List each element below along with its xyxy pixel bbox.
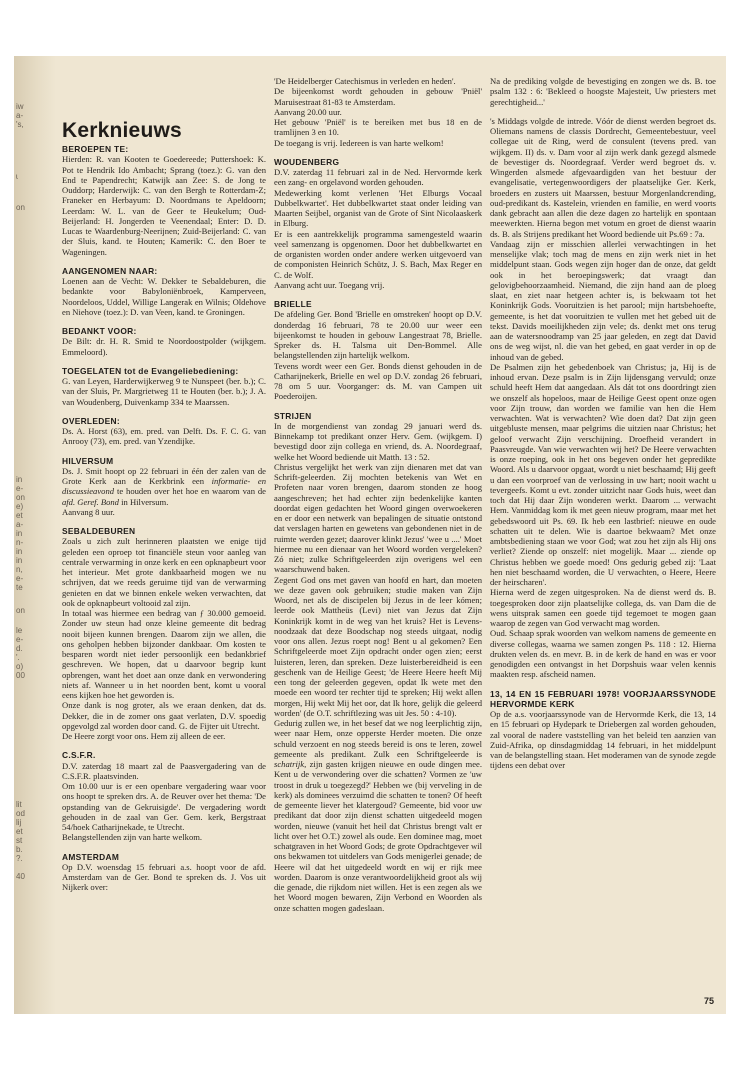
margin-fragment: n- bbox=[16, 538, 24, 547]
text-beroepen-te: Hierden: R. van Kooten te Goedereede; Puttershoek: K. Pot te Hendrik Ido Ambacht; Sprang (toez.): G. van den End te Papendrecht; Katwijk aan Zee: S. de Jong te Ouddorp; Harderwijk: C. van den Bergh te Rotterdam-Z; Franeker en Herbayum: D. Noordmans te Apeldoorn; Leerdam: W. L. van de Geer te Heukelum; Oud-Beijerland: H. Jongerden te Veenendaal; Enter: D. D. Lucas te Waardenburg-Neerijnen; Zuid-Beijerland: C. van der Sluis, kand. te Houten; Kamerik: C. den Boer te Wageningen. bbox=[62, 154, 266, 257]
text-strijen-2: Christus vergelijkt het werk van zijn dienaren met dat van Schrift-geleerden. Zij mochten betekenis van Wet en Profeten naar voren brengen, daarom stonden ze hoog aangeschreven; het had echter zijn bedenkelijke kanten doordat eigen gedachten het Woord gingen overwoekeren en er door een netwerk van bepalingen de situatie ontstond dat verslagen harten en gewetens van gebondenen niet in de ruimte werden gezet; daarover klinkt Jezus' 'wee u ....' Moet hiermee nu een dienaar van het Woord worden vergeleken? Zó niet; zulke Schriftgeleerden zijn overigens wel een waarschuwend baken. bbox=[274, 461, 482, 575]
text-hilversum: Ds. J. Smit hoopt op 22 februari in één der zalen van de Grote Kerk aan de Kerkbrink een informatie- en discussieavond te houden over het hoe en waarom van de afd. Geref. Bond in Hilversum. bbox=[62, 465, 266, 507]
text-strijen-5: Na de prediking volgde de bevestiging en zongen we ds. B. toe psalm 132 : 6: 'Bekleed o hoogste Majesteit, Uw priesters met gerechtigheid...' bbox=[490, 76, 716, 107]
margin-fragment: 00 bbox=[16, 671, 25, 680]
text-sebaldeburen-1: Zoals u zich zult herinneren plaatsten we enige tijd geleden een oproep tot financiële steun voor aanleg van centrale verwarming in onze kerk en een opknapbeurt voor het interieur. Met grote dankbaarheid mogen we nu schrijven, dat we reeds geruime tijd van de verwarming genieten en dat we binnen enkele weken verwachten, dat ook de opknapbeurt voltooid zal zijn. bbox=[62, 536, 266, 608]
margin-fragment: e- bbox=[16, 484, 24, 493]
heading-bedankt-voor: BEDANKT VOOR: bbox=[62, 326, 137, 336]
text-aangenomen-naar: Loenen aan de Vecht: W. Dekker te Sebaldeburen, die bedankte voor Babyloniënbroek, Kamperveen, Noordeloos, Uddel, Willige Langerak en Wilnis; Oldehove en Niehove (toez.): D. van Veen, kand. te Groningen. bbox=[62, 276, 266, 317]
text-strijen-9: Hierna werd de zegen uitgesproken. Na de dienst werd ds. B. toegesproken door zijn plaatselijke collega, ds. van Dam die de wens uitsprak samen een goede tijd tegemoet te mogen gaan waarop de zegen van God verwacht mag worden. bbox=[490, 587, 716, 628]
text-brielle-2: Tevens wordt weer een Ger. Bonds dienst gehouden in de Catharijnekerk, Brielle en wel op D.V. zondag 26 februari, 78 om 5 uur. Voorganger: ds. M. van Campen uit Poederoijen. bbox=[274, 360, 482, 402]
text-sebaldeburen-3: Onze dank is nog groter, als we eraan denken, dat ds. Dekker, die in de zomer ons gaat verlaten, D.V. spoedig opgevolgd zal worden door cand. G. de Fijter uit Utrecht. bbox=[62, 700, 266, 731]
text-strijen-3: Zegent God ons met gaven van hoofd en hart, dan moeten we deze gaven ook gebruiken; studie maken van Zijn Woord, net als de discipelen bij Jezus in de leer kómen; leerde ook Mattheüs (Levi) niet van Jezus dat Zijn Koninkrijk komt in de weg van het kruis? Het is Levens-noodzaak dat deze Boodschap nog steeds uitgaat, nodig voor ons allen. Jezus roept nog! Bent u al gekomen? Een Schriftgeleerde moet Zijn opdracht onder ogen zien; eerst luisteren, leren, dan spreken. Deze luisterbereidheid is een geschenk van de Heilige Geest; 'de Heere Heere heeft Mij een tong der geleerden gegeven, opdat Ik wete met den moede een woord ter rechter tijd te spreken; Hij wekt allen morgen, Hij wekt Mij het oor, dat Ik hore, gelijk die geleerd worden' (de O.T. schriftlezing was uit Jes. 50 : 4-10). bbox=[274, 574, 482, 718]
margin-fragment: 's, bbox=[16, 120, 24, 129]
text-overleden: Ds. A. Horst (63), em. pred. van Delft. Ds. F. C. G. van Anrooy (73), em. pred. van Yzendijke. bbox=[62, 426, 266, 447]
text-toegelaten: G. van Leyen, Harderwijkerweg 9 te Nunspeet (ber. b.); C. van der Sluis, Pr. Margrietweg 11 te Houten (ber. b.); J. A. van Woudenberg, Duivenkamp 334 te Maarssen. bbox=[62, 376, 266, 407]
margin-fragment: on bbox=[16, 493, 25, 502]
margin-fragment: 40 bbox=[16, 872, 25, 881]
heading-woudenberg: WOUDENBERG bbox=[274, 156, 340, 167]
heading-overleden: OVERLEDEN: bbox=[62, 415, 120, 426]
text-amsterdam-2: 'De Heidelberger Catechismus in verleden en heden'. bbox=[274, 76, 456, 86]
margin-fragment: n, bbox=[16, 565, 23, 574]
heading-toegelaten: TOEGELATEN tot de Evangeliebediening: bbox=[62, 365, 239, 376]
margin-fragment: in bbox=[16, 547, 23, 556]
text-hilversum-time: Aanvang 8 uur. bbox=[62, 506, 115, 517]
text-strijen-1: In de morgendienst van zondag 29 januari werd ds. Binnekamp tot predikant onzer Herv. Gem. (wijkgem. I) bevestigd door zijn collega en vriend, ds. A. Noordegraaf, welke het Woord bediende uit Matth. 13 : 52. bbox=[274, 420, 482, 462]
margin-fragment: b. bbox=[16, 845, 23, 854]
margin-fragment: in bbox=[16, 556, 23, 565]
page-number: 75 bbox=[703, 996, 714, 1006]
magazine-page bbox=[14, 56, 726, 1014]
column-3 bbox=[490, 76, 716, 1006]
margin-fragment: lit bbox=[16, 800, 22, 809]
heading-sebaldeburen: SEBALDEBUREN bbox=[62, 526, 136, 536]
text-synode-1: Op de a.s. voorjaarssynode van de Hervormde Kerk, die 13, 14 en 15 februari op Hydepark te Driebergen zal worden gehouden, zal vooral de nadere vaststelling van het beleid ten aanzien van Zuid-Afrika, op dinsdagmiddag 14 februari, in het middelpunt van de belangstelling staan. Het moderamen van de synode zegde tijdens een debat over bbox=[490, 709, 716, 771]
heading-beroepen-te: BEROEPEN TE: bbox=[62, 144, 129, 154]
column-1 bbox=[62, 76, 266, 1006]
text-sebaldeburen-4: De Heere zorgt voor ons. Hem zij alleen de eer. bbox=[62, 731, 226, 741]
margin-fragment: d. bbox=[16, 644, 23, 653]
margin-fragment: te bbox=[16, 583, 23, 592]
margin-fragment: od bbox=[16, 809, 25, 818]
text-amsterdam-4: Aanvang 20.00 uur. bbox=[274, 106, 342, 117]
text-bedankt-voor: De Bilt: dr. H. R. Smid te Noordoostpolder (wijkgem. Emmeloord). bbox=[62, 336, 266, 357]
margin-fragment: le bbox=[16, 626, 23, 635]
text-csfr-1: D.V. zaterdag 18 maart zal de Paasvergadering van de C.S.F.R. plaatsvinden. bbox=[62, 760, 266, 781]
text-woudenberg-2: Medewerking komt verlenen 'Het Elburgs Vocaal Dubbelkwartet'. Het dubbelkwartet staat onder leiding van Maarten Seijbel, organist van de Grote of Sint Nicolaaskerk in Elburg. bbox=[274, 187, 482, 229]
text-amsterdam-3: De bijeenkomst wordt gehouden in gebouw 'Pniël' Maruisestraat 81-83 te Amsterdam. bbox=[274, 86, 482, 107]
text-strijen-8: De Psalmen zijn het gebedenboek van Christus; ja, Hij is de inhoud ervan. Deze psalm is in Zijn lijdensgang vervuld; onze schuld heeft Hem dat aangedaan. Als dát tot ons doordringt zien we onszelf als hopeloos, maar de Heilige Geest opent onze ogen voor Zijn trouw, dan worden we familie van hen die Hem verwachten. Wat is verwachten? Wie doen dat? Dat zijn geen uitgebluste mensen, maar pelgrims die uitzien naar Christus; het geloof verwacht Zijn verschijning. Droefheid verandert in Paasvreugde. Van wie verwachten wij het? De Heere verwachten is onze roeping, ook in het ons begeven onder het gepredikte Woord. Als u daarvoor opgaat, wordt u niet beschaamd; Hij geeft u dan een voorproef van de verlossing in uw hart; nooit wacht u tevergeefs. Komt u evt. zonder uitzicht naar Gods huis, weet dan toch dat Hij daar Zijn wonderen werkt. Daarom ... verwacht Hem. Vanmiddag kom ik met geen nieuw program, maar met het gebedswoord uit Ps. 69. Ik heb een lastbrief: nieuwe en oude schatten uit te delen. Wie is daartoe bekwaam? Met onze ambtsbediening staan we voor God; wat zou het zijn als Hij ons verliet? Ziende op onszelf: niet mogelijk. Maar ... ziende op Christus hebben we goede moed! Ons gedurig gebed zij: 'Laat hen niet beschaamd worden, die U verwachten, o Heere, Heere der heirscharen'. bbox=[490, 361, 716, 587]
margin-fragment: e) bbox=[16, 502, 24, 511]
column-2 bbox=[274, 76, 482, 1006]
margin-fragment: e- bbox=[16, 574, 24, 583]
heading-csfr: C.S.F.R. bbox=[62, 750, 96, 761]
margin-fragment: ɩ bbox=[16, 172, 18, 181]
text-strijen-10: Oud. Schaap sprak woorden van welkom namens de gemeente en diverse collegas, waarna we samen zongen Ps. 118 : 12. Hierna drukten velen ds. en mevr. B. in de kerk de hand en was er voor genodigden een ontvangst in het Dorpshuis waar velen kennis maakten resp. afscheid namen. bbox=[490, 628, 716, 680]
heading-brielle: BRIELLE bbox=[274, 299, 312, 309]
text-amsterdam-6: De toegang is vrij. Iedereen is van harte welkom! bbox=[274, 137, 444, 148]
text-csfr-3: Belangstellenden zijn van harte welkom. bbox=[62, 832, 203, 843]
text-amsterdam-1: Op D.V. woensdag 15 februari a.s. hoopt voor de afd. Amsterdam van de Ger. Bond te spreken ds. J. Vos uit Nijkerk over: bbox=[62, 861, 266, 893]
margin-fragment: a- bbox=[16, 111, 24, 120]
margin-fragment: on bbox=[16, 203, 25, 212]
text-amsterdam-5: Het gebouw 'Pniël' is te bereiken met bus 18 en de tramlijnen 3 en 10. bbox=[274, 117, 482, 138]
left-margin-previous-page bbox=[14, 56, 56, 1014]
margin-fragment: in bbox=[16, 529, 23, 538]
text-woudenberg-4: Aanvang acht uur. Toegang vrij. bbox=[274, 279, 385, 290]
text-sebaldeburen-2: In totaal was hiermee een bedrag van ƒ 30.000 gemoeid. Zonder uw steun had onze kleine gemeente dit bedrag nooit bijeen kunnen brengen. Daarom zijn we allen, die ons geholpen hebben bijzonder dankbaar. Om kosten te besparen wordt niet ieder persoonlijk een bedankbrief geschreven. We hopen, dat u daarvoor begrip kunt opbrengen, want het doet aan onze dank en verwondering niets af. Wanneer u in het noorden bent, komt u vooral eens kijken hoe het geworden is. bbox=[62, 608, 266, 700]
text-strijen-6: 's Middags volgde de intrede. Vóór de dienst werden begroet ds. Oliemans namens de classis Dordrecht, Gemeentebestuur, veel collegae uit de Ring, werd de consulent (tevens pred. van wijkgem. II) ds. v. Dam voor al zijn werk dank gezegd alsmede de bevestiger ds. Noordegraaf. Verder werd begroet ds. v. Wingerden alsmede afgevaardigden van het bestuur der evangelisatie, vertegenwoordigers der plaatselijke Ger. Kerk, broeders en zusters uit Maarssen, bestuur Morgenlandcrending, oud-predikant ds. Kastelein, vrienden en familie, en werd voorts dank gebracht aan allen die deze dagen zo hartelijk en spontaan meewerkten. Hierna begon met votum en groet de dienst waarin ds. B. als Strijens predikant het Woord bediende uit Ps.69 : 7a. bbox=[490, 115, 716, 239]
margin-fragment: e- bbox=[16, 635, 24, 644]
page-title: Kerknieuws bbox=[62, 119, 182, 142]
text-brielle-1: De afdeling Ger. Bond 'Brielle en omstreken' hoopt op D.V. donderdag 16 februari, 78 te 20.00 uur weer een bijeenkomst te houden in gebouw Langestraat 78, Brielle. Spreker ds. H. Talsma uit Den-Bommel. Alle belangstellenden zijn hartelijk welkom. bbox=[274, 309, 482, 361]
text-woudenberg-3: Er is een aantrekkelijk programma samengesteld waarin veel samenzang is opgenomen. Door het dubbelkwartet en de organisten worden onder andere werken uitgevoerd van de componisten Heinrich Schütz, J. S. Bach, Max Reger en C. de Wolf. bbox=[274, 228, 482, 280]
margin-fragment: iw bbox=[16, 102, 24, 111]
margin-fragment: st bbox=[16, 836, 23, 845]
heading-amsterdam: AMSTERDAM bbox=[62, 851, 120, 862]
margin-fragment: et bbox=[16, 511, 23, 520]
heading-synode: 13, 14 EN 15 FEBRUARI 1978! VOORJAARSSYNODE HERVORMDE KERK bbox=[490, 688, 716, 709]
margin-fragment: lij bbox=[16, 818, 22, 827]
margin-fragment: o) bbox=[16, 662, 24, 671]
margin-fragment: a- bbox=[16, 520, 24, 529]
text-strijen-7: Vandaag zijn er misschien allerlei verwachtingen in het menselijke vlak; toch mag de mens en zijn werk niet in het middelpunt staan. Gods wegen zijn hoger dan de onze, dat geldt ook in het beroepingswerk; dat vraagt dan gelovigbehoorzaamheid. Niemand, die zijn hand aan de ploeg slaat, en ziet naar hetgeen achter is, is bekwaam tot het Koninkrijk Gods. Vooruitzien is het parool; mijn hartsbehoefte, gemeente, is het dat vooruitzien te vullen met het gebed uit de tekst. Davids moeilijkheden zijn vele; ds. denkt met ons terug aan de watersnoodramp van 25 jaar geleden, en zegt dat David ons de weg wijst, nl. die van het gebed, en gaat verder in op de inhoud van de gebed. bbox=[490, 238, 716, 362]
margin-fragment: '. bbox=[16, 653, 20, 662]
heading-strijen: STRIJEN bbox=[274, 410, 312, 421]
margin-fragment: on bbox=[16, 606, 25, 615]
heading-hilversum: HILVERSUM bbox=[62, 455, 114, 466]
margin-fragment: et bbox=[16, 827, 23, 836]
text-csfr-2: Om 10.00 uur is er een openbare vergadering waar voor ons hoopt te spreken drs. A. de Reuver over het thema: 'De opstanding van de Gekruisigde'. De vergadering wordt gehouden in de zaal van Ger. Gem. kerk, Bergstraat 54/hoek Catharijnekade, te Utrecht. bbox=[62, 781, 266, 832]
text-woudenberg-1: D.V. zaterdag 11 februari zal in de Ned. Hervormde kerk een zang- en orgelavond worden gehouden. bbox=[274, 167, 482, 188]
heading-aangenomen-naar: AANGENOMEN NAAR: bbox=[62, 265, 158, 276]
text-strijen-4: Gedurig zullen we, in het besef dat we nog leerplichtig zijn, weer naar Hem, onze opperste Herder moeten. Die onze schuld verzoent en nog steeds bereid is ons te leren, zowel gemeente als predikant. Zulk een Schriftgeleerde is schatrijk, zijn gasten krijgen nieuwe en oude dingen mee. Kent u de verwondering over die schatten? Vormen ze 'uw troost in druk u toegezegd?' Hebben we (bij verveling in de kerk) als dominees verzuimd die schatten te tonen? Of heeft de gemeente liever het klatergoud? Gemeente, bid voor uw predikant dat door zijn dienst schatten uitgedeeld mogen worden, nieuwe (vanuit het heil dat Christus brengt valt er licht over het O.T.) zowel als oude. Een dominee mag, moet schatgraven in het Woord Gods; de grote Opdrachtgever wil ons bekwamen tot uitdelers van Gods menigerlei genade; de Heere wil dat het uitgedeeld wordt en wij er rijk mee worden. Daarom is onze verantwoordelijkheid groot als wij die genade, die rijkdom niet willen. Het is een zegen als we het Woord mogen bewaren, Zijn Verbond en Woorden als onze schatten mogen gadeslaan. bbox=[274, 718, 482, 913]
margin-fragment: in bbox=[16, 475, 23, 484]
margin-fragment: ?. bbox=[16, 854, 23, 863]
